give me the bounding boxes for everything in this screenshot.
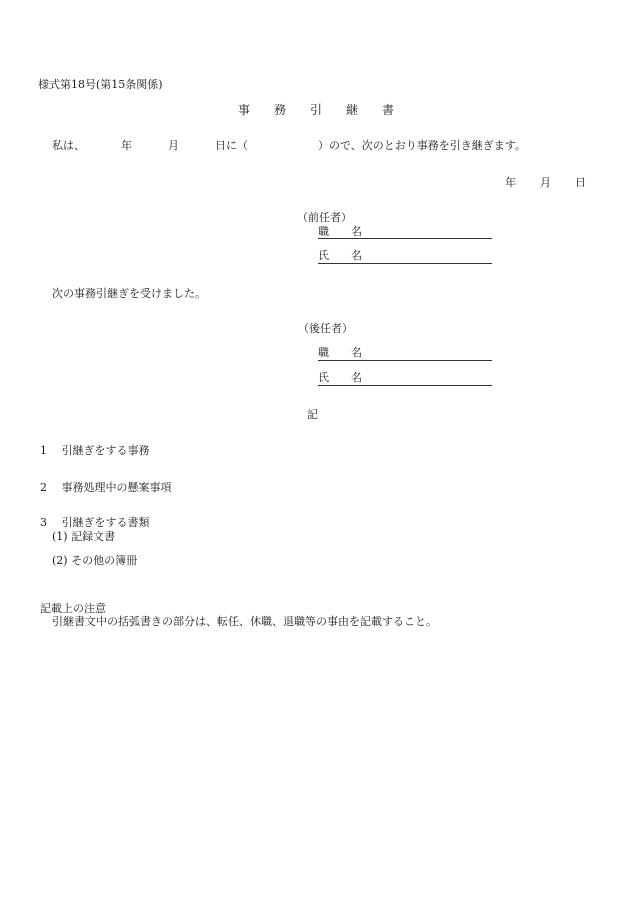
statement-year: 年 [121, 139, 132, 152]
item-3: 3 引継ぎをする書類 [40, 516, 150, 529]
statement-day: 日に（ [215, 139, 248, 152]
item-2: 2 事務処理中の懸案事項 [40, 481, 172, 494]
predecessor-name-label: 氏 名 [318, 249, 362, 262]
successor-post-line [318, 360, 492, 361]
form-number: 様式第18号(第15条関係) [38, 78, 163, 91]
notes-heading: 記載上の注意 [40, 602, 106, 615]
statement-prefix: 私は、 [52, 139, 85, 152]
successor-post-label: 職 名 [318, 346, 362, 359]
received-statement: 次の事務引継ぎを受けました。 [52, 287, 206, 300]
successor-name-line [318, 385, 492, 386]
notes-text: 引継書文中の括弧書きの部分は、転任、休職、退職等の事由を記載すること。 [52, 615, 437, 628]
predecessor-post-line [318, 238, 492, 239]
predecessor-name-line [318, 263, 492, 264]
successor-heading: （後任者） [298, 322, 353, 335]
date-day: 日 [575, 176, 586, 189]
statement-month: 月 [168, 139, 179, 152]
predecessor-heading: （前任者） [297, 211, 352, 224]
item-1: 1 引継ぎをする事務 [40, 444, 150, 457]
item-3-sub-2: (2) その他の簿冊 [52, 554, 138, 567]
item-3-sub-1: (1) 記録文書 [52, 530, 116, 543]
date-year: 年 [505, 176, 516, 189]
successor-name-label: 氏 名 [318, 371, 362, 384]
ki-heading: 記 [307, 408, 318, 421]
date-month: 月 [540, 176, 551, 189]
document-title: 事 務 引 継 書 [238, 103, 395, 117]
statement-suffix: ）ので、次のとおり事務を引き継ぎます。 [318, 139, 526, 152]
predecessor-post-label: 職 名 [318, 225, 362, 238]
